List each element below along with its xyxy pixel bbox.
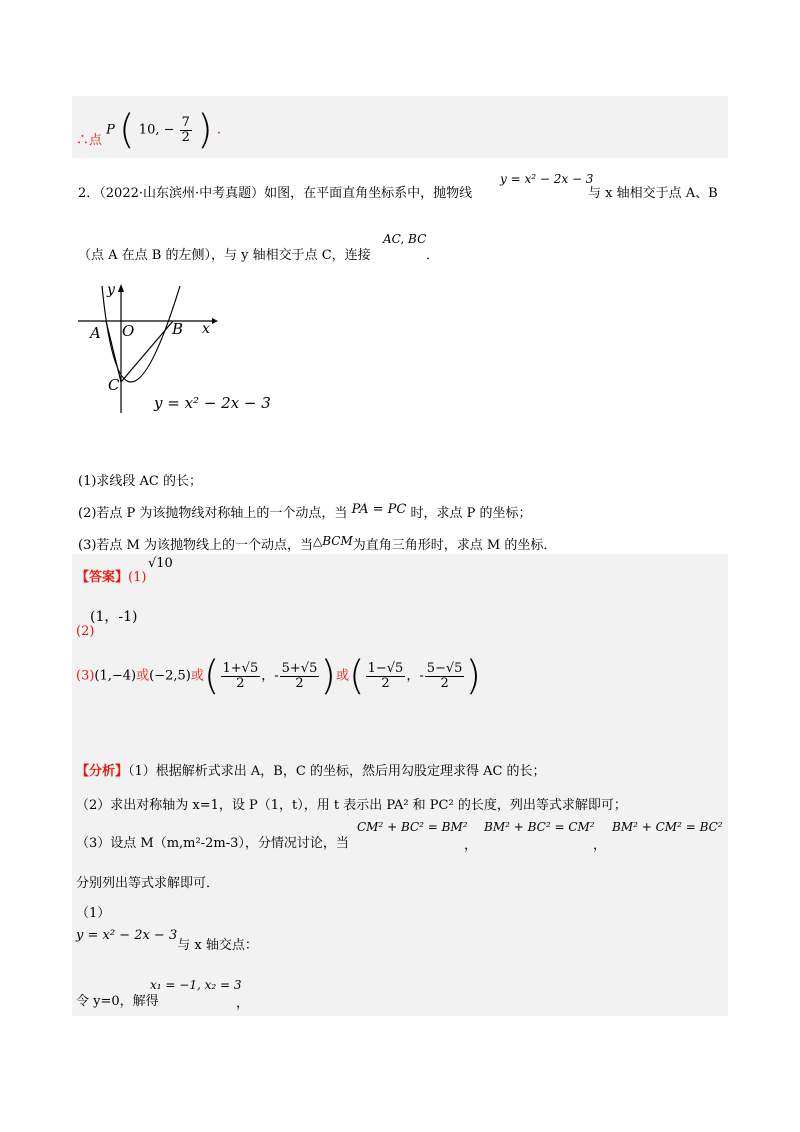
answer-2-value: (1，-1) <box>90 609 138 625</box>
solution-step-3-eq: x₁ = −1, x₂ = 3 <box>150 978 242 992</box>
analysis-line-2: （2）求出对称轴为 x=1，设 P（1，t），用 t 表示出 PA² 和 PC² 的长度，列出等式求解即可； <box>76 798 627 813</box>
question-2 <box>78 502 532 521</box>
analysis-text-3: （3）设点 M（m,m²-2m-3），分情况讨论，当 <box>76 836 349 851</box>
p4-comma: ， <box>406 668 420 684</box>
segments-ac-bc: AC, BC <box>383 232 427 246</box>
y-axis-arrow <box>118 284 124 292</box>
answer-line-1 <box>76 566 146 585</box>
question-3-triangle: △BCM <box>313 534 353 548</box>
analysis-eq-3: BM² + CM² = BC² <box>612 820 723 834</box>
answer-3-prefix: (3) <box>76 668 95 684</box>
problem-number: 2． <box>78 186 100 201</box>
answer-2-prefix: (2) <box>76 624 95 639</box>
answer-3-point-2: (−2,5) <box>149 668 191 684</box>
answer-1-value: √10 <box>148 556 173 571</box>
analysis-line-4: 分别列出等式求解即可． <box>76 876 220 891</box>
p3-frac-1 <box>221 662 261 691</box>
answer-3-point-1: (1,−4) <box>94 668 137 684</box>
p4-close: ) <box>465 653 482 699</box>
problem-line-2: （点 A 在点 B 的左侧），与 y 轴相交于点 C，连接 <box>78 248 371 263</box>
graph-equation: y = x² − 2x − 3 <box>154 394 271 412</box>
analysis-text-1: （1）根据解析式求出 A，B，C 的坐标，然后用勾股定理求得 AC 的长； <box>128 764 546 779</box>
analysis-eq-1-text: CM² + BC² = BM² <box>357 820 468 834</box>
p4-minus: - <box>419 668 424 684</box>
p3-minus: - <box>274 668 279 684</box>
analysis-sep-2: ， <box>593 838 607 853</box>
point-name: P <box>106 122 115 138</box>
label-y: y <box>107 282 115 298</box>
p3-close: ) <box>320 653 336 699</box>
question-3-a: (3)若点 M 为该抛物线上的一个动点，当 <box>78 538 313 553</box>
solution-step-3-b: ， <box>236 996 250 1011</box>
analysis-line-1 <box>76 760 546 779</box>
answer-tag: 【答案】 <box>76 570 129 585</box>
analysis-eq-2: BM² + BC² = CM² <box>484 820 595 834</box>
label-o: O <box>122 322 135 340</box>
solution-step-3-a: 令 y=0，解得 <box>76 994 159 1009</box>
p4-den-2: 2 <box>440 675 449 691</box>
parabola-curve <box>102 286 180 382</box>
or-2: 或 <box>190 668 204 684</box>
or-3: 或 <box>335 668 349 684</box>
period: . <box>216 122 221 138</box>
x-axis-arrow <box>212 318 218 324</box>
parabola-graph <box>72 278 282 418</box>
solution-step-2-eq: y = x² − 2x − 3 <box>76 928 178 943</box>
p4-frac-1 <box>366 662 406 691</box>
point-fraction-num: 7 <box>181 114 190 130</box>
problem-line-2-end: ． <box>426 248 440 263</box>
parabola-eq: y = x² − 2x − 3 <box>500 172 594 186</box>
question-3-b: 为直角三角形时，求点 M 的坐标． <box>352 538 557 553</box>
therefore-line <box>76 107 221 153</box>
analysis-eq-1 <box>357 820 468 834</box>
question-2-eq: PA = PC <box>351 502 407 517</box>
segment-ac <box>106 321 121 382</box>
point-minus: − <box>163 122 175 138</box>
therefore-label: ∴点 <box>76 132 103 148</box>
problem-line-1-end: 与 x 轴相交于点 A、B <box>588 186 718 201</box>
point-fraction-den: 2 <box>181 129 190 145</box>
label-c: C <box>108 376 120 394</box>
or-1: 或 <box>136 668 150 684</box>
p4-frac-2 <box>425 662 465 691</box>
p3-frac-2 <box>280 662 320 691</box>
paren-close: ) <box>197 107 213 153</box>
question-1: (1)求线段 AC 的长； <box>78 474 203 489</box>
analysis-sep-1: ， <box>464 838 478 853</box>
p4-num-1: 1−√5 <box>367 660 404 676</box>
solution-step-2 <box>76 928 258 953</box>
solution-step-3 <box>76 990 159 1009</box>
paren-open: ( <box>119 107 135 153</box>
answer-3-line <box>76 653 482 699</box>
question-2-b: 时，求点 P 的坐标； <box>410 506 532 521</box>
analysis-line-3 <box>76 832 349 851</box>
label-x: x <box>202 321 210 337</box>
problem-source: （2022·山东滨州·中考真题）如图，在平面直角坐标系中，抛物线 <box>99 186 473 201</box>
problem-line-1 <box>78 182 472 201</box>
analysis-tag: 【分析】 <box>76 764 129 779</box>
p3-den-1: 2 <box>236 675 245 691</box>
p3-den-2: 2 <box>295 675 304 691</box>
p4-open: ( <box>348 653 365 699</box>
answer-1-prefix: (1) <box>128 570 147 585</box>
label-b: B <box>172 320 184 338</box>
p3-num-2: 5+√5 <box>281 660 318 676</box>
label-a: A <box>90 324 101 342</box>
p3-open: ( <box>203 653 220 699</box>
point-x: 10, <box>138 122 160 138</box>
p3-num-1: 1+√5 <box>222 660 259 676</box>
point-fraction <box>180 116 192 145</box>
solution-step-1: （1） <box>76 906 111 921</box>
question-3 <box>78 534 556 553</box>
p4-den-1: 2 <box>381 675 390 691</box>
solution-step-2-text: 与 x 轴交点： <box>177 938 258 953</box>
p3-comma: ， <box>261 668 275 684</box>
question-2-a: (2)若点 P 为该抛物线对称轴上的一个动点，当 <box>78 506 348 521</box>
p4-num-2: 5−√5 <box>426 660 463 676</box>
